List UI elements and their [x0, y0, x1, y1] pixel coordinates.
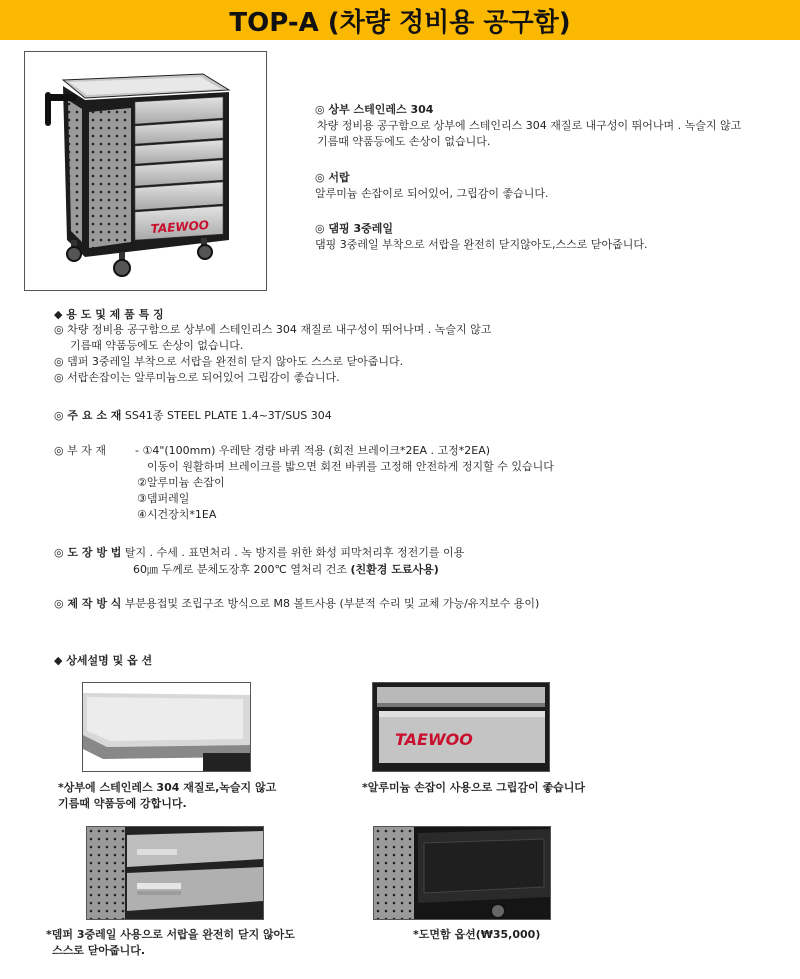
caption-line: *도면함 옵션(₩35,000) [413, 928, 541, 941]
feature-heading: ◎ 댐핑 3중레일 [315, 222, 394, 235]
tool-cart-image [25, 52, 266, 290]
details-heading: ◆ 상세설명 및 옵 션 [54, 654, 153, 667]
parts-label: ◎ 부 자 재 [54, 444, 106, 457]
caption-line: *뎀퍼 3중레일 사용으로 서랍을 완전히 닫지 않아도 [46, 928, 295, 941]
usage-line: ◎ 뎀퍼 3중레일 부착으로 서랍을 완전히 닫지 않아도 스스로 닫아줍니다. [54, 355, 404, 368]
caption-damper [46, 927, 295, 959]
parts-list [135, 443, 554, 523]
brand-logo: TAEWOO [395, 730, 473, 749]
coating-row2 [133, 562, 439, 578]
detail-image-damper-rail [86, 826, 264, 920]
feature-stainless [315, 102, 741, 150]
manufacture-label: ◎ 제 작 방 식 [54, 597, 122, 610]
parts-line: - ①4"(100mm) 우레탄 경량 바퀴 적용 (회전 브레이크*2EA . 고정*2EA) [135, 444, 491, 457]
drawer-stack [135, 97, 223, 240]
usage-list [54, 322, 491, 386]
feature-heading: ◎ 서랍 [315, 171, 350, 184]
caption-stainless [58, 780, 276, 812]
caption-handle [362, 780, 585, 796]
usage-line: 기름때 약품등에도 손상이 없습니다. [70, 339, 244, 352]
caption-line: 기름때 약품등에 강합니다. [58, 797, 187, 810]
coating-row [54, 545, 464, 561]
coating-line2: 60㎛ 두께로 분체도장후 200℃ 열처리 건조 [133, 563, 347, 576]
coating-eco-note: (친환경 도료사용) [350, 563, 439, 576]
usage-section [54, 306, 164, 322]
feature-damping-rail [315, 221, 648, 253]
manufacture-value: 부분용접및 조립구조 방식으로 M8 볼트사용 (부분적 수리 및 교체 가능/유지보수 용이) [124, 597, 540, 610]
brand-logo: TAEWOO [150, 217, 210, 236]
caption-line: 스스로 닫아줍니다. [52, 944, 146, 957]
material-row [54, 408, 332, 424]
parts-line: ④시건장치*1EA [137, 508, 217, 521]
manufacture-row [54, 596, 539, 612]
material-value: SS41종 STEEL PLATE 1.4~3T/SUS 304 [124, 409, 332, 422]
usage-line: ◎ 서랍손잡이는 알루미늄으로 되어있어 그립감이 좋습니다. [54, 371, 340, 384]
material-label: ◎ 주 요 소 재 [54, 409, 122, 422]
detail-image-stainless-top [82, 682, 251, 772]
feature-text: 알루미늄 손잡이로 되어있어, 그립감이 좋습니다. [315, 187, 549, 200]
feature-text: 차량 정비용 공구함으로 상부에 스테인리스 304 재질로 내구성이 뛰어나며 . 녹슬지 않고 [317, 119, 742, 132]
usage-heading: ◆ 용 도 및 제 품 특 징 [54, 308, 164, 321]
product-image-frame [24, 51, 267, 291]
coating-label: ◎ 도 장 방 법 [54, 546, 122, 559]
caption-line: *알루미늄 손잡이 사용으로 그립감이 좋습니다 [362, 781, 585, 794]
parts-line: ③뎀퍼레일 [137, 492, 190, 505]
feature-heading: ◎ 상부 스테인레스 304 [315, 103, 434, 116]
usage-line: ◎ 차량 정비용 공구함으로 상부에 스테인리스 304 재질로 내구성이 뛰어나며 . 녹슬지 않고 [54, 323, 492, 336]
caption-line: *상부에 스테인레스 304 재질로,녹슬지 않고 [58, 781, 277, 794]
feature-drawer [315, 170, 549, 202]
feature-text: 기름때 약품등에도 손상이 없습니다. [317, 135, 491, 148]
parts-line: ②알루미늄 손잡이 [137, 476, 225, 489]
page-title: TOP-A (차량 정비용 공구함) [229, 8, 571, 38]
feature-text: 댐핑 3중레일 부착으로 서랍을 완전히 닫지않아도,스스로 닫아줍니다. [315, 238, 648, 251]
caption-drawing-box [413, 927, 540, 943]
parts-line: 이동이 원활하며 브레이크를 밟으면 회전 바퀴를 고정해 안전하게 정지할 수 있습니다 [147, 460, 554, 473]
detail-image-handle [372, 682, 550, 772]
detail-image-drawing-box [373, 826, 551, 920]
coating-line1: 탈지 . 수세 . 표면처리 . 녹 방지를 위한 화성 피막처리후 정전기를 이용 [124, 546, 465, 559]
